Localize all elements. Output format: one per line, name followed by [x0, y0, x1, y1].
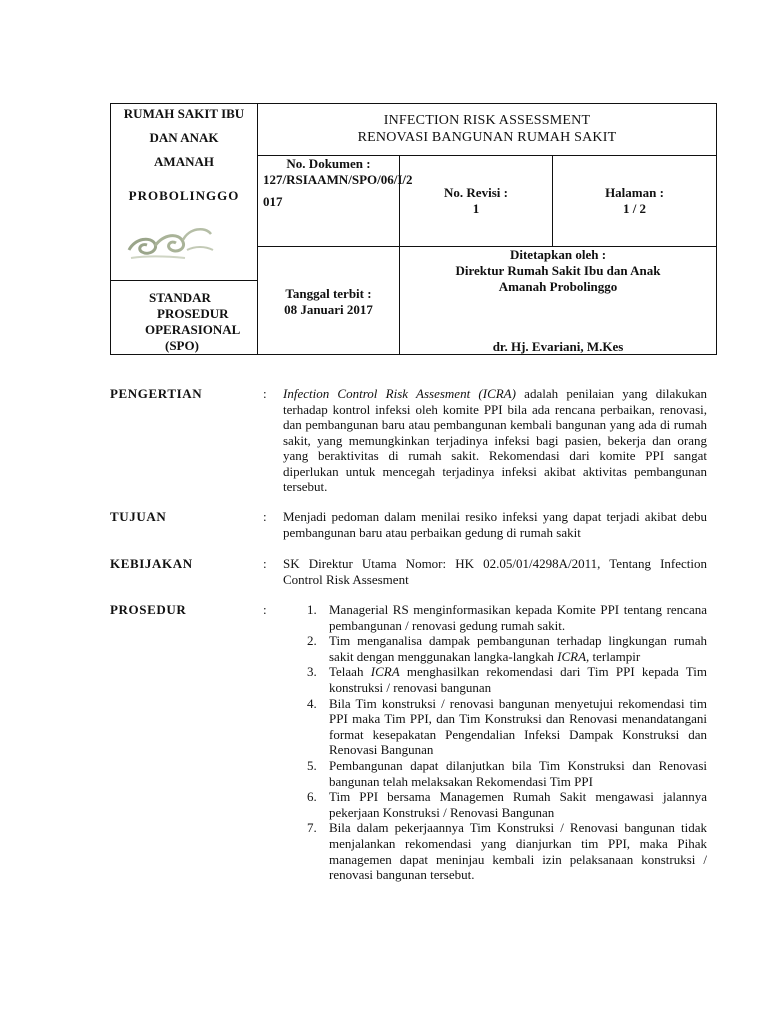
issue-date-label: Tanggal terbit :: [285, 286, 372, 301]
list-item-number: 2.: [307, 633, 317, 649]
document-number-cell: [258, 156, 413, 246]
list-item-number: 1.: [307, 602, 317, 617]
revision-cell: [400, 156, 552, 246]
tujuan-label: TUJUAN: [110, 509, 167, 524]
list-item-text-cont: terlampir: [589, 648, 641, 664]
hospital-name-line: AMANAH: [154, 154, 214, 169]
list-item: [283, 789, 707, 820]
list-item: [283, 758, 707, 789]
hospital-name-line: PROBOLINGGO: [128, 188, 240, 203]
approval-line-1: Ditetapkan oleh :: [509, 247, 607, 262]
list-item-number: 3.: [307, 664, 317, 680]
hospital-name-cell: [111, 104, 257, 280]
document-number-value-cont: 017: [263, 194, 283, 209]
pengertian-body: adalah penilaian yang dilakukan terhadap kontrol infeksi oleh komite PPI bila ada rencana perbaikan, renovasi, dan pembangunan baru atau pembangunan kembali bangunan yang ada di rumah sakit, yang memungkinkan terjadinya infeksi bagi pasien, bekerja dan orang yang berakt​ivitas di rumah sakit. Rekomendasi dari komite PPI sangat diperlukan untuk mencegah terjadinya infeksi akibat aktivitas pembangunan tersebut.: [283, 386, 707, 494]
revision-label: No. Revisi :: [444, 185, 508, 200]
document-number-label: No. Dokumen :: [286, 156, 371, 171]
page-value: 1 / 2: [622, 201, 647, 216]
prosedur-colon: :: [263, 602, 267, 617]
kebijakan-colon: :: [263, 556, 267, 571]
page-number-cell: [553, 156, 716, 246]
title-line-2: RENOVASI BANGUNAN RUMAH SAKIT: [357, 130, 617, 145]
document-number-value: 127/RSIAAMN/SPO/06/I/2: [263, 172, 413, 187]
list-item: [283, 664, 707, 695]
list-item: [283, 602, 707, 633]
list-item-text: Bila dalam pekerjaannya Tim Konstruksi / Renovasi bangunan tidak menjalankan rekomendasi yang dianjurkan tim PPI, maka Pihak managemen dapat meninjau kembali izin pelaksanaan konstruksi / renovasi bangunan tersebut.: [329, 820, 707, 883]
list-item-text: Pembangunan dapat dilanjutkan bila Tim Konstruksi dan Renovasi bangunan telah melaksakan Rekomendasi Tim PPI: [329, 757, 707, 789]
approval-line-2: Direktur Rumah Sakit Ibu dan Anak: [455, 263, 661, 278]
list-item-number: 5.: [307, 757, 317, 773]
list-item-text: Telaah: [329, 664, 371, 680]
approval-cell: [400, 247, 716, 355]
kebijakan-label: KEBIJAKAN: [110, 556, 193, 571]
spo-cell: [111, 281, 257, 355]
kebijakan-text: SK Direktur Utama Nomor: HK 02.05/01/4298A/2011, Tentang Infection Control Risk Assesment: [283, 556, 707, 587]
list-item-number: 4.: [307, 695, 317, 711]
page-label: Halaman :: [605, 185, 664, 200]
spo-line: OPERASIONAL: [145, 322, 241, 337]
approval-line-3: Amanah Probolinggo: [498, 279, 618, 294]
tujuan-text: Menjadi pedoman dalam menilai resiko infeksi yang dapat terjadi akibat debu pembangunan baru atau perbaikan gedung di rumah sakit: [283, 509, 707, 540]
hospital-logo: [125, 216, 221, 262]
spo-line: STANDAR: [149, 290, 211, 305]
list-item-text: Tim PPI bersama Managemen Rumah Sakit mengawasi jalannya pekerjaan Konstruksi / Renovasi Bangunan: [329, 789, 707, 820]
pengertian-text: [283, 386, 707, 495]
list-item-number: 7.: [307, 820, 317, 836]
prosedur-label: PROSEDUR: [110, 602, 187, 617]
hospital-name-line: DAN ANAK: [149, 130, 219, 145]
list-item-text: Managerial RS menginformasikan kepada Komite PPI tentang rencana pembangunan / renovasi gedung rumah sakit.: [329, 602, 707, 633]
issue-date-value: 08 Januari 2017: [284, 302, 373, 317]
list-item: [283, 696, 707, 758]
revision-value: 1: [472, 201, 480, 216]
pengertian-colon: :: [263, 386, 267, 401]
title-line-1: INFECTION RISK ASSESSMENT: [383, 113, 591, 128]
tujuan-colon: :: [263, 509, 267, 524]
list-item-text: Tim menganalisa dampak pembangunan terhadap lingkungan rumah sakit dengan menggunakan langka-langkah: [329, 633, 707, 664]
document-header-table: [110, 103, 717, 355]
list-item-number: 6.: [307, 789, 317, 805]
spo-line: (SPO): [165, 338, 199, 353]
spo-line: PROSEDUR: [157, 306, 229, 321]
list-item-text-cont: menghasilkan rekomendasi dari Tim PPI kepada Tim konstruksi / renovasi bangunan: [329, 664, 707, 695]
list-item: [283, 820, 707, 882]
list-item-text: Bila Tim konstruksi / renovasi bangunan menyetujui rekomendasi tim PPI maka Tim PPI, dan Tim Konstruksi dan Renovasi menandatangani format kesepakatan Pengendalian Infeksi Dampak Konstruksi dan Renovasi Bangunan: [329, 695, 707, 758]
document-title: [258, 104, 716, 155]
icra-term: Infection Control Risk Assesment (ICRA): [283, 386, 516, 401]
signatory-name: dr. Hj. Evariani, M.Kes: [492, 339, 624, 354]
issue-date-cell: [258, 247, 399, 355]
list-item: [283, 633, 707, 664]
hospital-name-line: RUMAH SAKIT IBU: [123, 106, 245, 121]
pengertian-label: PENGERTIAN: [110, 386, 203, 401]
icra-term: ICRA: [370, 664, 400, 680]
approval-text: [400, 247, 716, 295]
prosedur-list: [283, 602, 707, 883]
icra-term: ICRA,: [557, 648, 590, 664]
